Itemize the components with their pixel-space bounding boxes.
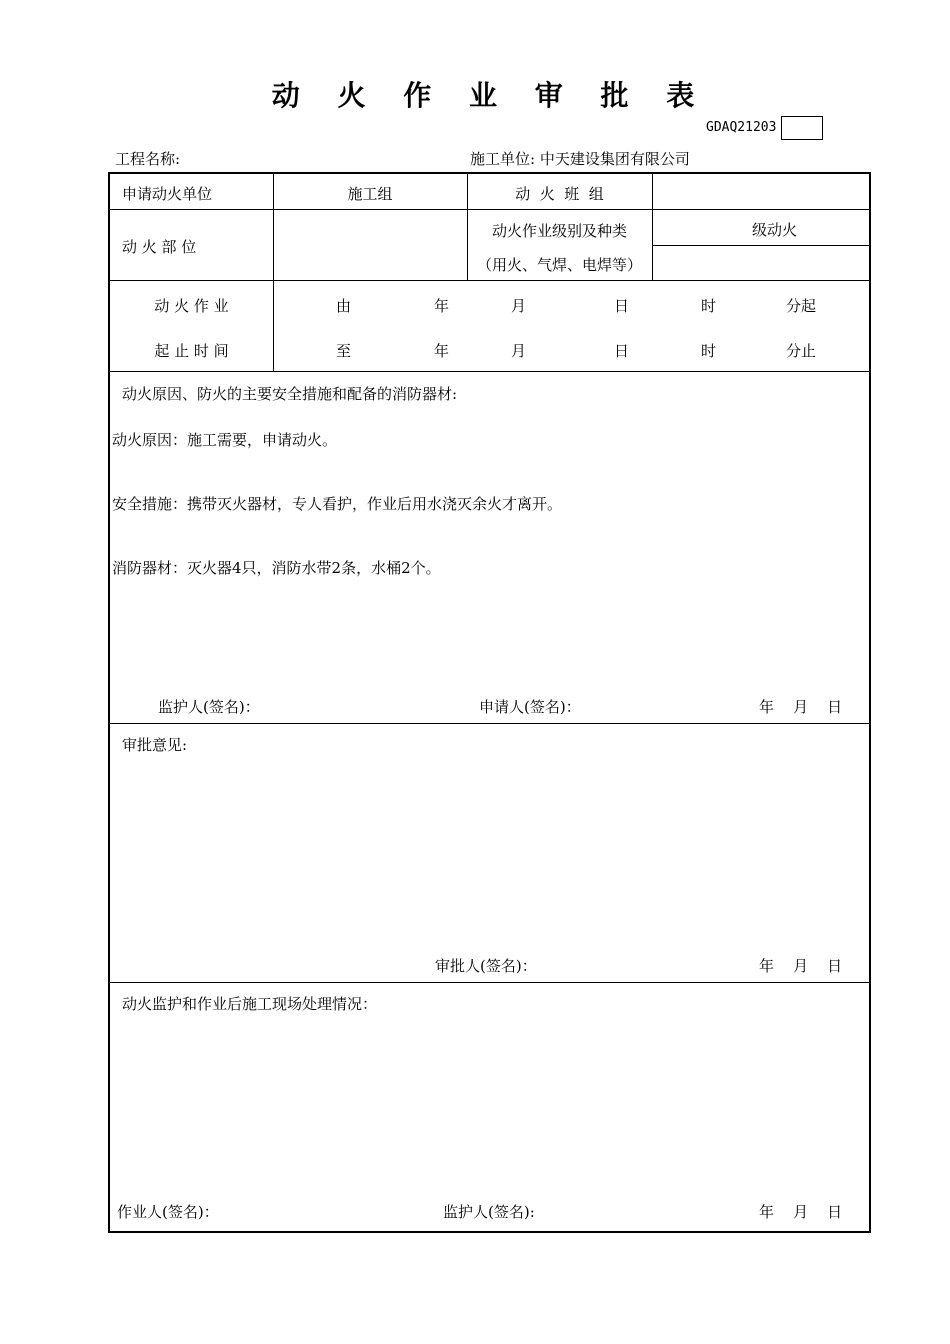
- aftermath-notes-area[interactable]: [122, 1019, 857, 1189]
- start-day-label: 日: [614, 297, 630, 315]
- approval-opinion-area[interactable]: [122, 758, 857, 948]
- end-hour-label: 时: [701, 342, 717, 360]
- column-divider: [273, 280, 274, 371]
- fire-cause-text: 动火原因：施工需要，申请动火。: [112, 431, 338, 449]
- applicant-signature-label: 申请人(签名)：: [479, 698, 581, 716]
- fire-level-label-line1: 动火作业级别及种类: [491, 222, 627, 240]
- worker-signature-label: 作业人(签名)：: [117, 1203, 219, 1221]
- reason-date-label: 年 月 日: [759, 698, 843, 716]
- contractor-label: 施工单位: 中天建设集团有限公司: [470, 150, 690, 168]
- apply-unit-label: 申请动火单位: [122, 185, 213, 203]
- start-year-label: 年: [434, 297, 450, 315]
- fire-time-label-line1: 动 火 作 业: [154, 297, 229, 315]
- start-hour-label: 时: [701, 297, 717, 315]
- fire-team-label: 动 火 班 组: [515, 185, 604, 203]
- row-divider: [110, 209, 869, 210]
- apply-unit-value[interactable]: 施工组: [347, 185, 393, 203]
- guardian-signature-label: 监护人(签名)：: [158, 698, 260, 716]
- fire-type-value[interactable]: [652, 246, 869, 280]
- document-code: GDAQ21203: [706, 120, 777, 135]
- aftermath-heading: 动火监护和作业后施工现场处理情况：: [122, 995, 378, 1013]
- aftermath-guardian-signature-label: 监护人(签名):: [443, 1203, 535, 1221]
- project-name-label: 工程名称:: [115, 150, 181, 168]
- start-from-label: 由: [336, 297, 352, 315]
- row-divider: [110, 371, 869, 372]
- row-divider: [110, 723, 869, 724]
- end-month-label: 月: [511, 342, 527, 360]
- row-divider: [110, 982, 869, 983]
- approval-date-label: 年 月 日: [759, 957, 843, 975]
- fire-location-label: 动 火 部 位: [122, 238, 197, 256]
- aftermath-date-label: 年 月 日: [759, 1203, 843, 1221]
- start-minute-label: 分起: [786, 297, 817, 315]
- approver-signature-label: 审批人(签名)：: [435, 957, 537, 975]
- fire-level-value[interactable]: 级动火: [752, 221, 798, 239]
- end-minute-label: 分止: [786, 342, 817, 360]
- start-month-label: 月: [511, 297, 527, 315]
- reason-heading: 动火原因、防火的主要安全措施和配备的消防器材:: [122, 385, 458, 403]
- safety-measures-text: 安全措施：携带灭火器材，专人看护，作业后用水浇灭余火才离开。: [112, 495, 563, 513]
- row-divider: [110, 280, 869, 281]
- fire-equipment-text: 消防器材：灭火器4只，消防水带2条，水桶2个。: [112, 559, 441, 577]
- end-year-label: 年: [434, 342, 450, 360]
- fire-time-label-line2: 起 止 时 间: [154, 342, 229, 360]
- end-to-label: 至: [336, 342, 352, 360]
- fire-level-label-line2: （用火、气焊、电焊等）: [476, 256, 642, 274]
- approval-form-table: [108, 172, 871, 1233]
- page-title: 动 火 作 业 审 批 表: [271, 79, 709, 112]
- end-day-label: 日: [614, 342, 630, 360]
- approval-heading: 审批意见:: [122, 736, 188, 754]
- fire-location-value[interactable]: [273, 210, 467, 280]
- document-code-box[interactable]: [781, 116, 823, 140]
